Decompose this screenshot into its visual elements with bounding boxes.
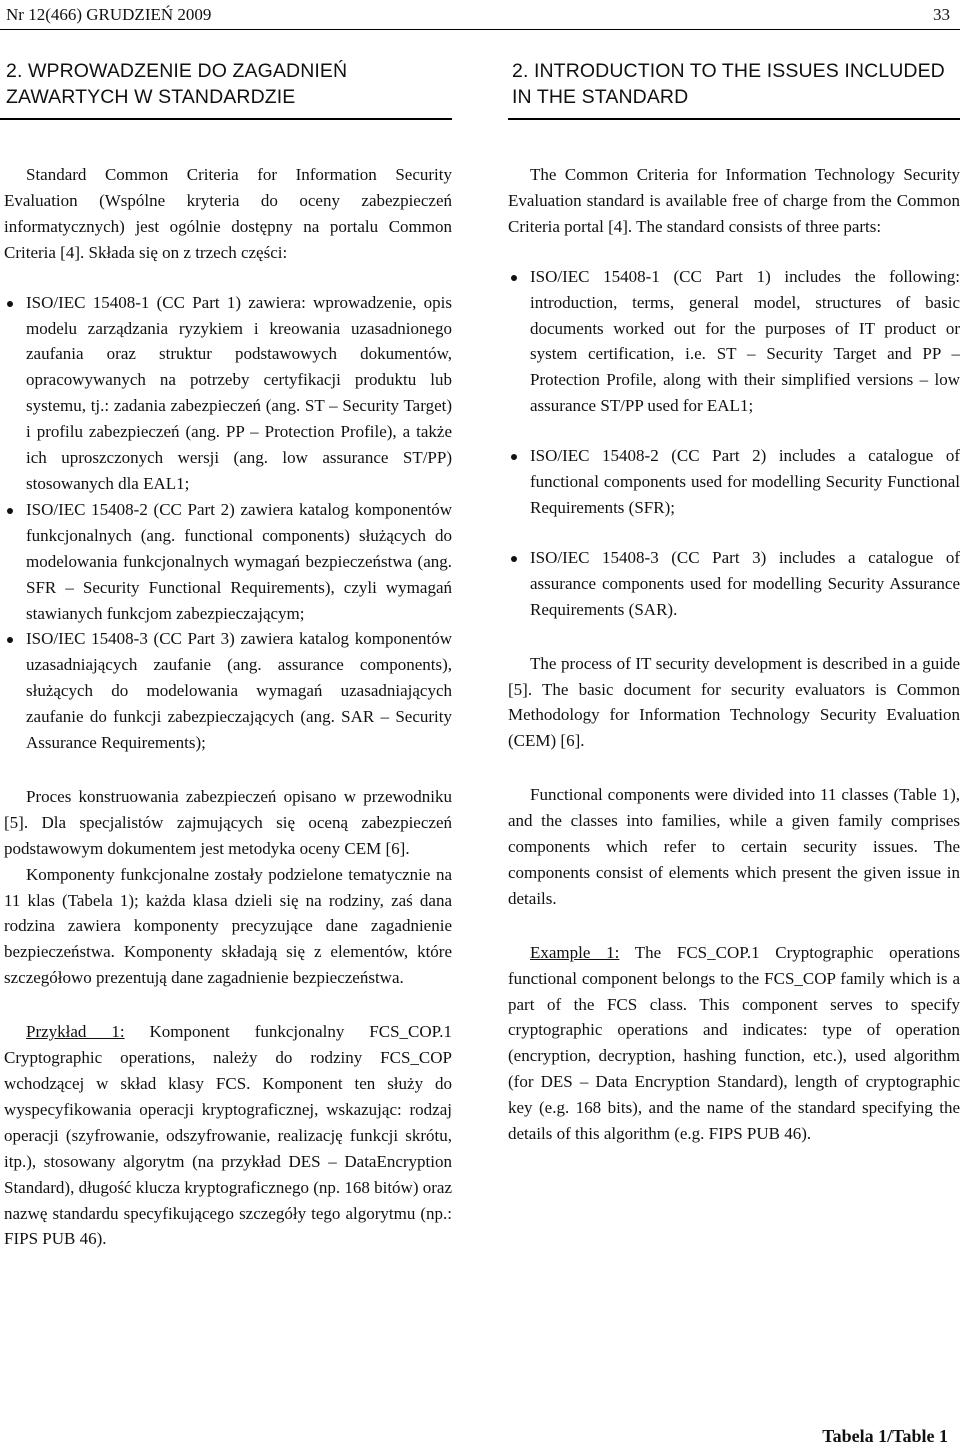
list-item-text: ISO/IEC 15408-3 (CC Part 3) zawiera katalog komponentów uzasadniających zaufanie (ang. assurance components), służących do modelowania wymagań uzasadniających zaufanie do funkcji zabezpieczających (ang. SAR – Security Assurance Requirements);: [26, 629, 452, 753]
example-text-pl: Komponent funkcjonalny FCS_COP.1 Cryptographic operations, należy do rodziny FCS_COP wchodzącej w skład klasy FCS. Komponent ten służy do wyspecyfikowania operacji kryptograficznej, wskazując: rodzaj operacji (szyfrowanie, odszyfrowanie, realizację funkcji skrótu, itp.), stosowany algorytm (na przykład DES – DataEncryption Standard), długość klucza kryptograficznego (np. 168 bitów) oraz nazwę standardu specyfikującego szczegóły tego algorytmu (np.: FIPS PUB 46).: [4, 1022, 452, 1249]
example-label-pl: Przykład 1:: [26, 1022, 125, 1042]
process-paragraph-en: The process of IT security development is described in a guide [5]. The basic document for security evaluators is Common Methodology for Information Technology Security Evaluation (CEM) [6].: [508, 653, 960, 751]
column-body-en: [508, 162, 960, 1147]
list-item: [4, 290, 452, 497]
bullet-icon: [7, 301, 13, 307]
header-rule: [0, 29, 960, 30]
heading-rule-pl: [0, 118, 452, 120]
heading-rule-en: [508, 118, 960, 120]
components-paragraph-pl: Komponenty funkcjonalne zostały podzielone tematycznie na 11 klas (Tabela 1); każda klasa dzieli się na rodziny, zaś dana rodzina zawiera komponenty precyzujące dane zagadnienie bezpieczeństwa. Komponenty składają się z elementów, które szczegółowo prezentują dane zagadnienie bezpieczeństwa.: [4, 864, 452, 988]
list-item-text: ISO/IEC 15408-3 (CC Part 3) includes a catalogue of assurance components used for modelling Security Assurance Requirements (SAR).: [530, 547, 960, 619]
page-number: 33: [933, 5, 950, 24]
polish-column: [0, 58, 452, 1252]
section-heading-en: 2. INTRODUCTION TO THE ISSUES INCLUDED IN THE STANDARD: [512, 60, 945, 108]
bullet-icon: [511, 556, 517, 562]
components-paragraph-en: Functional components were divided into 11 classes (Table 1), and the classes into families, while a given family comprises components which refer to certain security issues. The components consist of elements which present the given issue in details.: [508, 785, 960, 908]
english-column: [508, 58, 960, 1147]
page-header: [0, 0, 960, 30]
parts-list-pl: [4, 290, 452, 756]
bullet-icon: [511, 275, 517, 281]
list-item-text: ISO/IEC 15408-1 (CC Part 1) zawiera: wprowadzenie, opis modelu zarządzania ryzykiem i kreowania uzasadnionego zaufania oraz struktur podstawowych dokumentów, opracowywanych na potrzeby certyfikacji produktu lub systemu, tj.: zadania zabezpieczeń (ang. ST – Security Target) i profilu zabezpieczeń (ang. PP – Protection Profile), a także ich uproszczonych wersji (ang. low assurance ST/PP) stosowanych dla EAL1;: [26, 292, 452, 493]
list-item: [4, 626, 452, 756]
list-item: [4, 497, 452, 627]
list-item: [508, 264, 960, 419]
intro-paragraph-pl: Standard Common Criteria for Information Security Evaluation (Wspólne kryteria do oceny zabezpieczeń informatycznych) jest ogólnie dostępny na portalu Common Criteria [4]. Składa się on z trzech części:: [4, 165, 452, 262]
list-item: [508, 545, 960, 623]
list-item-text: ISO/IEC 15408-2 (CC Part 2) includes a catalogue of functional components used for modelling Security Functional Requirements (SFR);: [530, 446, 960, 517]
example-text-en: The FCS_COP.1 Cryptographic operations functional component belongs to the FCS_COP family which is a part of the FCS class. This component serves to specify cryptographic operations and indicates: type of operation (encryption, decryption, hashing function, etc.), used algorithm (for DES – Data Encryption Standard), length of cryptographic key (e.g. 168 bits), and the name of the standard specifying the details of this algorithm (e.g. FIPS PUB 46).: [508, 942, 960, 1144]
journal-issue: Nr 12(466) GRUDZIEŃ 2009: [6, 5, 212, 24]
example-paragraph-pl: [4, 1019, 452, 1252]
bullet-icon: [7, 637, 13, 643]
example-label-en: Example 1:: [530, 942, 620, 962]
bullet-icon: [7, 508, 13, 514]
section-heading-pl: 2. WPROWADZENIE DO ZAGADNIEŃ ZAWARTYCH W STANDARDZIE: [6, 60, 348, 108]
bullet-icon: [511, 454, 517, 460]
list-item: [508, 443, 960, 521]
process-paragraph-pl: Proces konstruowania zabezpieczeń opisano w przewodniku [5]. Dla specjalistów zajmujących się oceną zabezpieczeń podstawowym dokumentem jest metodyka oceny CEM [6].: [4, 786, 452, 858]
parts-list-en: [508, 264, 960, 623]
list-item-text: ISO/IEC 15408-2 (CC Part 2) zawiera katalog komponentów funkcjonalnych (ang. functional components) służących do modelowania funkcjonalnych wymagań bezpieczeństwa (ang. SFR – Security Functional Requirements), czyli wymagań stawianych funkcjom zabezpieczającym;: [26, 499, 452, 623]
column-body-pl: [0, 162, 452, 1252]
example-paragraph-en: [508, 940, 960, 1147]
list-item-text: ISO/IEC 15408-1 (CC Part 1) includes the following: introduction, terms, general model, structures of basic documents worked out for the purposes of IT product or system certification, i.e. ST – Security Target and PP – Protection Profile, along with their simplified versions – low assurance ST/PP used for EAL1;: [530, 266, 960, 416]
intro-paragraph-en: The Common Criteria for Information Technology Security Evaluation standard is available free of charge from the Common Criteria portal [4]. The standard consists of three parts:: [508, 165, 960, 236]
table-caption: Tabela 1/Table 1: [822, 1426, 948, 1446]
